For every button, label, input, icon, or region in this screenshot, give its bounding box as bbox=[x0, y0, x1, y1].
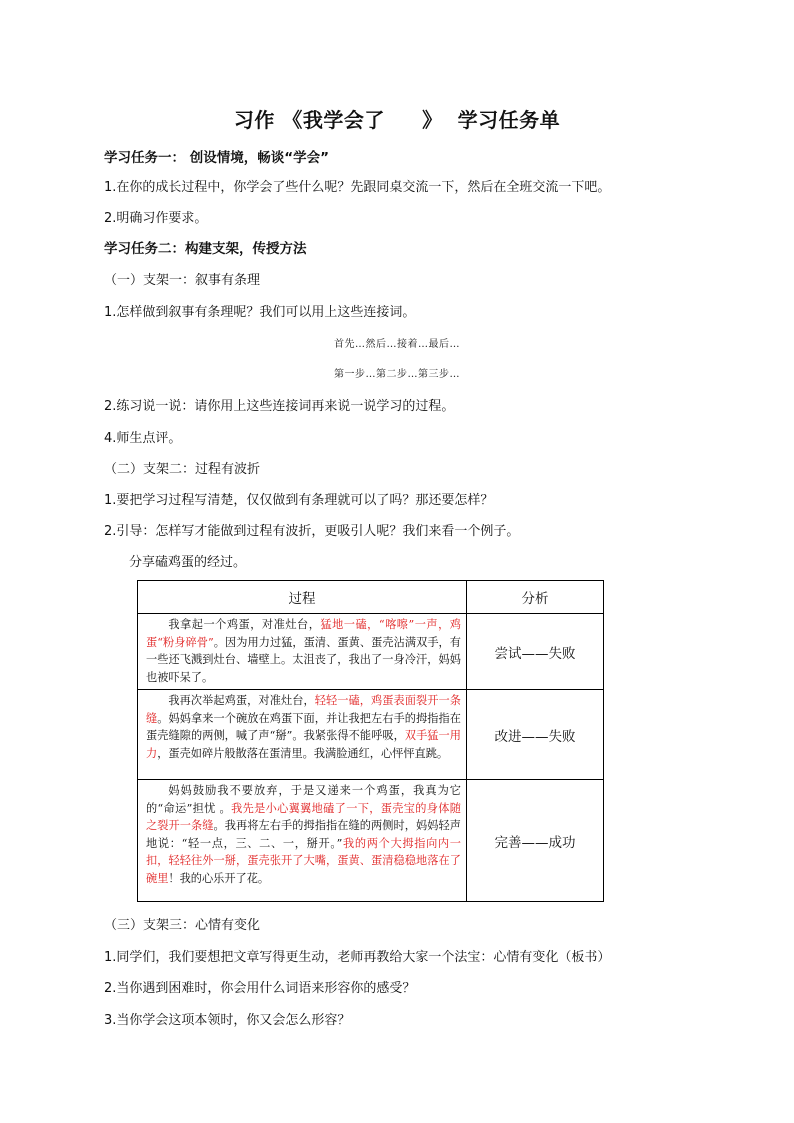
process-text: 我拿起一个鸡蛋，对准灶台， bbox=[168, 618, 321, 631]
highlighted-text: 双手猛一用力 bbox=[146, 729, 461, 760]
connector-line-2: 第一步…第二步…第三步… bbox=[334, 369, 460, 380]
process-cell bbox=[138, 780, 467, 902]
process-text: 。妈妈拿来一个碗放在鸡蛋下面，并让我把左右手的拇指指在蛋壳缝隙的两侧，喊了声“掰”。我紧张得不能呼吸， bbox=[146, 711, 461, 742]
process-text: 。我再将左右手的拇指指在缝的两侧时，妈妈轻声地说：“轻一点，三、二、一，掰开。” bbox=[146, 819, 461, 850]
table-row bbox=[138, 690, 604, 780]
highlighted-text: 我先是小心翼翼地磕了一下，蛋壳宝的身体随之裂开一条缝 bbox=[146, 801, 461, 832]
frame2-heading: （二）支架二：过程有波折 bbox=[104, 462, 261, 477]
process-text: 。因为用力过猛，蛋清、蛋黄、蛋壳沾满双手，有一些还飞溅到灶台、墙壁上。太沮丧了，我出了一身冷汗，妈妈也被吓呆了。 bbox=[146, 635, 461, 684]
table-header-row bbox=[138, 581, 604, 614]
frame3-item-1: 1.同学们，我们要想把文章写得更生动，老师再教给大家一个法宝：心情有变化（板书） bbox=[104, 950, 611, 965]
process-text: 妈妈鼓励我不要放弃，于是又递来一个鸡蛋，我真为它的“命运”担忧 。 bbox=[146, 784, 461, 815]
header-analysis: 分析 bbox=[467, 581, 604, 614]
process-text: ！我的心乐开了花。 bbox=[168, 871, 270, 885]
frame2-question-2: 2.引导：怎样写才能做到过程有波折，更吸引人呢？我们来看一个例子。 bbox=[104, 524, 520, 539]
frame3-heading: （三）支架三：心情有变化 bbox=[104, 918, 261, 933]
process-cell bbox=[138, 690, 467, 780]
frame3-item-3: 3.当你学会这项本领时，你又会怎么形容？ bbox=[104, 1013, 351, 1028]
task1-item-1: 1.在你的成长过程中，你学会了些什么呢？先跟同桌交流一下，然后在全班交流一下吧。 bbox=[104, 180, 611, 195]
process-cell bbox=[138, 614, 467, 690]
process-text: ，蛋壳如碎片般散落在蛋清里。我满脸通红，心怦怦直跳。 bbox=[157, 746, 449, 760]
table-row bbox=[138, 614, 604, 690]
frame1-question-4: 4.师生点评。 bbox=[104, 431, 182, 446]
frame1-question-1: 1.怎样做到叙事有条理呢？我们可以用上这些连接词。 bbox=[104, 305, 416, 320]
process-table bbox=[137, 580, 604, 902]
task1-heading: 学习任务一： 创设情境，畅谈“学会” bbox=[104, 150, 329, 166]
highlighted-text: 猛地一磕，“喀嚓”一声，鸡蛋“粉身碎骨” bbox=[146, 618, 461, 649]
process-text: 我再次举起鸡蛋，对准灶台， bbox=[168, 694, 315, 707]
frame1-question-2: 2.练习说一说：请你用上这些连接词再来说一说学习的过程。 bbox=[104, 399, 455, 414]
frame2-intro: 分享磕鸡蛋的经过。 bbox=[129, 555, 247, 570]
frame1-heading: （一）支架一：叙事有条理 bbox=[104, 273, 261, 288]
task2-heading: 学习任务二：构建支架，传授方法 bbox=[104, 241, 307, 257]
analysis-cell: 完善——成功 bbox=[467, 780, 604, 902]
highlighted-text: 轻轻一磕，鸡蛋表面裂开一条缝 bbox=[146, 694, 461, 725]
analysis-cell: 尝试——失败 bbox=[467, 614, 604, 690]
header-process: 过程 bbox=[138, 581, 467, 614]
connector-line-1: 首先…然后…接着…最后… bbox=[334, 339, 460, 350]
page-title: 习作 《我学会了 》 学习任务单 bbox=[233, 108, 561, 132]
task1-item-2: 2.明确习作要求。 bbox=[104, 211, 208, 226]
highlighted-text: 我的两个大拇指向内一扣，轻轻往外一掰，蛋壳张开了大嘴，蛋黄、蛋清稳稳地落在了碗里 bbox=[146, 836, 461, 885]
frame3-item-2: 2.当你遇到困难时，你会用什么词语来形容你的感受？ bbox=[104, 981, 416, 996]
table-row bbox=[138, 780, 604, 902]
frame2-question-1: 1.要把学习过程写清楚，仅仅做到有条理就可以了吗？那还要怎样？ bbox=[104, 493, 494, 508]
analysis-cell: 改进——失败 bbox=[467, 690, 604, 780]
